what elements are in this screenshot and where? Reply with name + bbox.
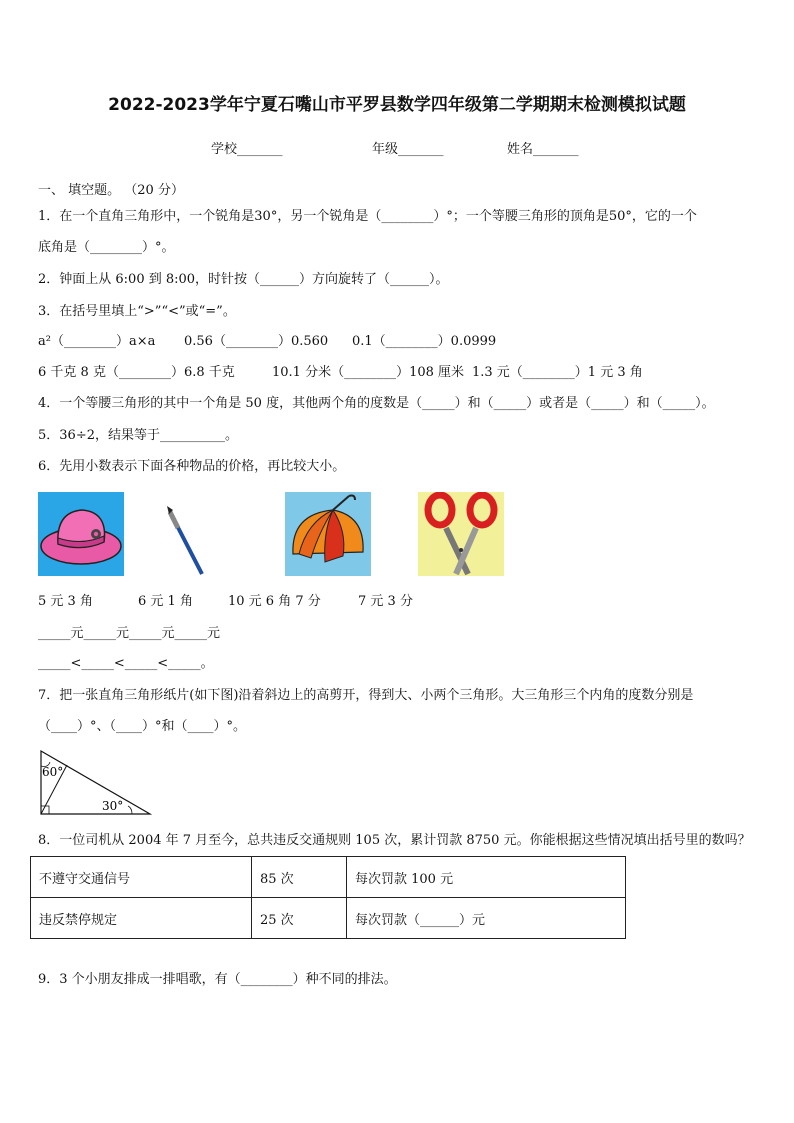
school-field: 学校_______ [211, 142, 283, 157]
question-7-line2: （____）°、（____）°和（____）°。 [38, 719, 247, 734]
table-row [31, 857, 626, 898]
question-3-item: 0.56（________）0.560 [184, 334, 329, 349]
page-title: 2022-2023学年宁夏石嘴山市平罗县数学四年级第二学期期末检测模拟试题 [108, 95, 686, 115]
section-heading: 一、 填空题。 （20 分） [38, 183, 184, 198]
grade-field: 年级_______ [372, 142, 444, 157]
question-3-stem: 3．在括号里填上“>”“<”或“=”。 [38, 304, 236, 319]
table-cell: 不遵守交通信号 [31, 857, 252, 898]
umbrella-icon [285, 492, 371, 576]
name-field: 姓名_______ [507, 142, 579, 157]
question-8-stem: 8．一位司机从 2004 年 7 月至今，总共违反交通规则 105 次，累计罚款 8750 元。你能根据这些情况填出括号里的数吗？ [38, 833, 751, 848]
question-2: 2．钟面上从 6:00 到 8:00，时针按（______）方向旋转了（______）。 [38, 272, 449, 287]
hat-icon [38, 492, 124, 576]
question-3-item: a²（________）a×a [38, 334, 156, 349]
angle-label-60: 60° [42, 765, 64, 779]
table-cell: 每次罚款（______）元 [347, 898, 626, 939]
table-cell: 每次罚款 100 元 [347, 857, 626, 898]
question-4: 4．一个等腰三角形的其中一个角是 50 度，其他两个角的度数是（_____）和（_____）或者是（_____）和（_____）。 [38, 396, 715, 411]
table-cell: 85 次 [252, 857, 347, 898]
price-label: 7 元 3 分 [358, 594, 413, 609]
question-3-item: 6 千克 8 克（________）6.8 千克 [38, 365, 235, 380]
table-row [31, 898, 626, 939]
question-1-line1: 1．在一个直角三角形中，一个锐角是30°，另一个锐角是（________）°；一个等腰三角形的顶角是50°，它的一个 [38, 209, 697, 224]
table-cell: 违反禁停规定 [31, 898, 252, 939]
fine-table [30, 856, 626, 939]
price-label: 6 元 1 角 [138, 594, 193, 609]
question-1-line2: 底角是（________）°。 [38, 240, 175, 255]
pen-icon [160, 492, 246, 576]
compare-fill-line: _____<_____<_____<_____。 [38, 656, 214, 671]
question-9: 9．3 个小朋友排成一排唱歌，有（________）种不同的排法。 [38, 972, 397, 987]
price-label: 5 元 3 角 [38, 594, 93, 609]
table-cell: 25 次 [252, 898, 347, 939]
angle-label-30: 30° [102, 799, 124, 813]
question-3-item: 10.1 分米（________）108 厘米 [272, 365, 465, 380]
question-7-line1: 7．把一张直角三角形纸片(如下图)沿着斜边上的高剪开，得到大、小两个三角形。大三角形三个内角的度数分别是 [38, 688, 694, 703]
right-triangle-figure [38, 748, 154, 818]
price-label: 10 元 6 角 7 分 [228, 594, 321, 609]
scissors-icon [418, 492, 504, 576]
decimal-fill-line: _____元_____元_____元_____元 [38, 626, 221, 641]
question-5: 5．36÷2，结果等于__________。 [38, 428, 238, 443]
question-3-item: 1.3 元（________）1 元 3 角 [472, 365, 643, 380]
question-6-stem: 6．先用小数表示下面各种物品的价格，再比较大小。 [38, 459, 346, 474]
question-3-item: 0.1（________）0.0999 [352, 334, 497, 349]
